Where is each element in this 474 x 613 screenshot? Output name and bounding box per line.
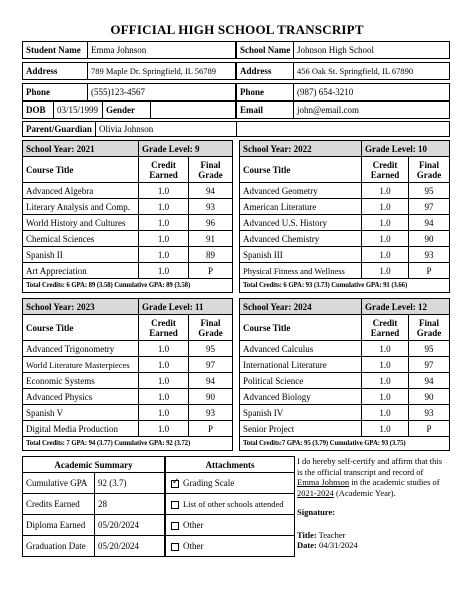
table-row: Senior Project 1.0 P	[240, 421, 450, 437]
final-grade-header: Final Grade	[189, 157, 233, 183]
school-phone-label: Phone	[236, 83, 294, 101]
table-row: Art Appreciation 1.0 P	[23, 263, 233, 279]
school-year-label: School Year: 2021	[23, 141, 139, 157]
page-title: OFFICIAL HIGH SCHOOL TRANSCRIPT	[110, 22, 364, 37]
cert-title: Title: Teacher	[297, 529, 346, 540]
summary-row: Graduation Date 05/20/2024	[23, 536, 165, 557]
email-label: Email	[236, 101, 294, 119]
parent-label: Parent/Guardian	[22, 121, 96, 137]
year-table-2023	[22, 298, 233, 451]
credit-earned-header: Credit Earned	[139, 315, 189, 341]
checkbox-icon[interactable]	[171, 522, 179, 530]
table-row: Digital Media Production 1.0 P	[23, 421, 233, 437]
academic-summary-table	[22, 456, 165, 557]
summary-row: Diploma Earned 05/20/2024	[23, 515, 165, 536]
email-value: john@email.com	[293, 101, 450, 119]
table-row: Advanced Calculus 1.0 95	[240, 341, 450, 357]
grade-level-label: Grade Level: 11	[139, 299, 233, 315]
table-row: International Literature 1.0 97	[240, 357, 450, 373]
student-phone-value: (555)123-4567	[87, 83, 236, 101]
school-name-value: Johnson High School	[293, 41, 450, 59]
checkbox-icon[interactable]	[171, 501, 179, 509]
student-phone-label: Phone	[22, 83, 88, 101]
year-totals: Total Credits: 6 GPA: 93 (3.73) Cumulative GPA: 91 (3.66)	[240, 279, 450, 293]
table-row: Advanced Physics 1.0 90	[23, 389, 233, 405]
dob-label: DOB	[22, 101, 54, 119]
student-name-label: Student Name	[22, 41, 88, 59]
table-row: Advanced U.S. History 1.0 94	[240, 215, 450, 231]
final-grade-header: Final Grade	[189, 315, 233, 341]
school-phone-value: (987) 654-3210	[293, 83, 450, 101]
certification-statement: I do hereby self-certify and affirm that this is the official transcript and record of Emma Johnson in the academic studies of 2021-2024 (Academic Year).	[297, 456, 442, 498]
credit-earned-header: Credit Earned	[139, 157, 189, 183]
year-totals: Total Credits: 6 GPA: 89 (3.58) Cumulative GPA: 89 (3.58)	[23, 279, 233, 293]
table-row: Advanced Chemistry 1.0 90	[240, 231, 450, 247]
parent-blank-cell	[236, 121, 450, 137]
credit-earned-header: Credit Earned	[362, 315, 409, 341]
course-title-header: Course Title	[23, 315, 139, 341]
table-row: Advanced Biology 1.0 90	[240, 389, 450, 405]
table-row: American Literature 1.0 97	[240, 199, 450, 215]
year-table-2021	[22, 140, 233, 293]
gender-label: Gender	[102, 101, 151, 119]
course-title-header: Course Title	[23, 157, 139, 183]
signature-label: Signature:	[297, 507, 336, 517]
table-row: Spanish IV 1.0 93	[240, 405, 450, 421]
certification-block	[297, 456, 447, 551]
table-row: Political Science 1.0 94	[240, 373, 450, 389]
table-row: World Literature Masterpieces 1.0 97	[23, 357, 233, 373]
course-title-header: Course Title	[240, 315, 362, 341]
student-name-value: Emma Johnson	[87, 41, 236, 59]
attachments-table	[165, 456, 295, 557]
school-address-label: Address	[236, 62, 294, 80]
table-row: Spanish III 1.0 93	[240, 247, 450, 263]
dob-value: 03/15/1999	[53, 101, 103, 119]
course-title-header: Course Title	[240, 157, 362, 183]
school-year-label: School Year: 2024	[240, 299, 362, 315]
school-year-label: School Year: 2023	[23, 299, 139, 315]
year-totals: Total Credits:7 GPA: 95 (3.79) Cumulative GPA: 93 (3.75)	[240, 437, 450, 451]
attachment-other-schools[interactable]: List of other schools attended	[166, 494, 295, 515]
attachment-other-2[interactable]: Other	[166, 536, 295, 557]
academic-summary-heading: Academic Summary	[23, 457, 165, 473]
summary-row: Credits Earned 28	[23, 494, 165, 515]
table-row: Advanced Geometry 1.0 95	[240, 183, 450, 199]
student-address-label: Address	[22, 62, 88, 80]
table-row: Physical Fitness and Wellness 1.0 P	[240, 263, 450, 279]
school-year-label: School Year: 2022	[240, 141, 362, 157]
credit-earned-header: Credit Earned	[362, 157, 409, 183]
grade-level-label: Grade Level: 12	[362, 299, 450, 315]
school-name-label: School Name	[236, 41, 294, 59]
table-row: Literary Analysis and Comp. 1.0 93	[23, 199, 233, 215]
table-row: Advanced Trigonometry 1.0 95	[23, 341, 233, 357]
grade-level-label: Grade Level: 10	[362, 141, 450, 157]
table-row: Spanish II 1.0 89	[23, 247, 233, 263]
year-totals: Total Credits: 7 GPA: 94 (3.77) Cumulative GPA: 92 (3.72)	[23, 437, 233, 451]
year-table-2024	[239, 298, 450, 451]
table-row: Spanish V 1.0 93	[23, 405, 233, 421]
table-row: World History and Cultures 1.0 96	[23, 215, 233, 231]
final-grade-header: Final Grade	[409, 315, 450, 341]
checkbox-checked-icon[interactable]	[171, 480, 179, 488]
grade-level-label: Grade Level: 9	[139, 141, 233, 157]
student-address-value: 789 Maple Dr. Springfield, IL 56789	[87, 62, 236, 80]
certified-years: 2021-2024	[297, 487, 334, 498]
final-grade-header: Final Grade	[409, 157, 450, 183]
table-row: Chemical Sciences 1.0 91	[23, 231, 233, 247]
attachment-grading-scale[interactable]: ✓Grading Scale	[166, 473, 295, 494]
school-address-value: 456 Oak St. Springfield, IL 67890	[293, 62, 450, 80]
certified-student-name: Emma Johnson	[297, 477, 350, 487]
cert-date: Date: 04/31/2024	[297, 540, 358, 550]
table-row: Advanced Algebra 1.0 94	[23, 183, 233, 199]
year-table-2022	[239, 140, 450, 293]
attachment-other-1[interactable]: Other	[166, 515, 295, 536]
attachments-heading: Attachments	[166, 457, 295, 473]
checkbox-icon[interactable]	[171, 543, 179, 551]
gender-value	[150, 101, 236, 119]
summary-row: Cumulative GPA 92 (3.7)	[23, 473, 165, 494]
parent-value: Olivia Johnson	[95, 121, 237, 137]
table-row: Economic Systems 1.0 94	[23, 373, 233, 389]
